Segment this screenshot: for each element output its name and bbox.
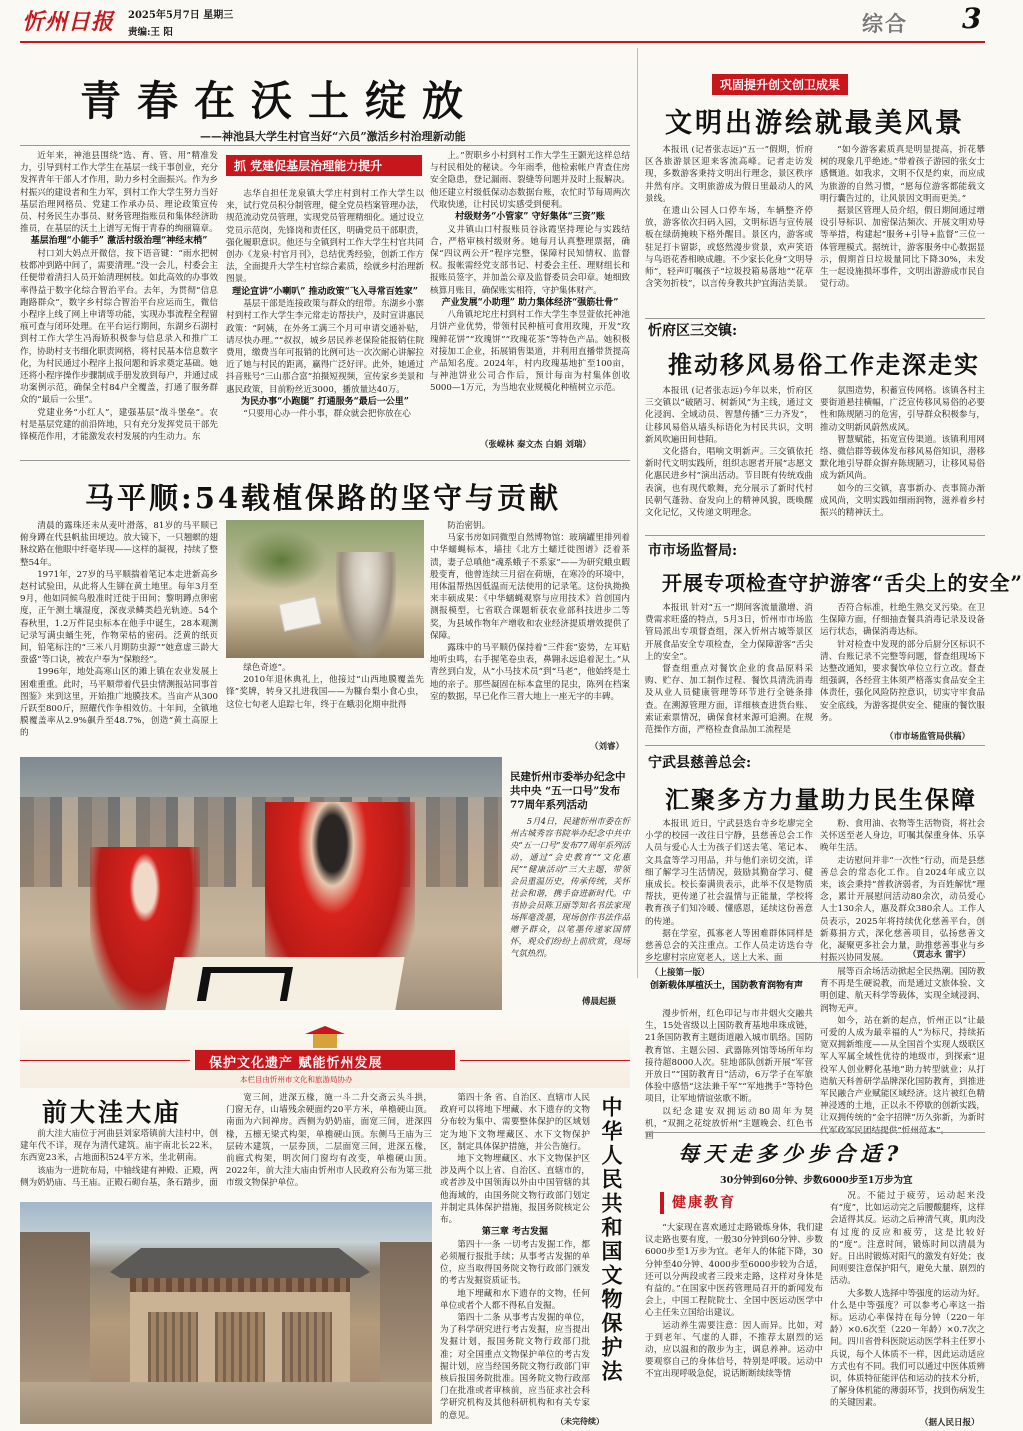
health-col1: “大家现在喜欢通过走路锻炼身体，我们建议走路也要有度，一般30分钟到60分钟、步数6000步至1万步为宜。老年人的体能下降，30分钟至40分钟、4000步至6000步较为合适，还可以分两段或者三段来走路，这样对身体是有益的。”在国家中医药管理局召开的新闻发布会上，中国工程院院士、全国中医运动医学中心主任朱立国给出建议。 运动养生需要注意：因人而异。比如，对于到老年、气虚的人群，不推荐太剧烈的运动，应以温和的散步为主，调息养神。运动中要观察自己的身体信号，特别是呼吸。运动中不宜出现呼吸急促，说话断断续续等情 (645, 1223, 823, 1380)
health-top-rule (645, 1132, 985, 1133)
civ-col1: 本报讯 (记者张志远)“五一”假期，忻府区各旅游景区迎来客流高峰。记者走访发现，多数游客秉持文明出行理念，景区秩序井然有序。文明旅游成为假日里最动人的风景线。 在遗山公园人口停车场，车辆整齐停放，游客依次扫码入园，文明标语与宣传展板在绿荫掩映下格外醒目。景区内，游客或驻足打卡留影，或悠然漫步赏景，欢声笑语与鸟语花香相映成趣。不少家长化身“文明导师”，轻声叮嘱孩子“垃圾投箱易落地”“花草含笑勿折枝”，以言传身教共护宜海洁美景。 (645, 145, 813, 290)
temple-col1: 前大洼大庙位于河曲县刘家塔镇前大洼村中，创建年代不详，现存为清代建筑。庙宇南北长22米，东西宽23米，占地面积524平方米，坐北朝南。 该庙为一进院布局，中轴线建有神殿、正殿，两侧为奶奶庙、马王庙。正殿石砌台基，条石踏步，面 (20, 1129, 218, 1188)
health-tag (660, 1192, 780, 1214)
pagoda-body (313, 1034, 337, 1048)
youth-col2: 志华自担任龙泉镇大学庄村到村工作大学生以来，试行党员积分制管理，健全党员档案管理办法，规范流动党员管理，实现党员管理精细化。通过设立党员示范岗，先锋岗和责任区，明确党员干部职责，强化履职意识。他还与全镇到村工作大学生村官共同创办《龙泉·村官月刊》，总结优秀经验，创新工作方法，全面提升大学生村官综合素质，绘就乡村治理新图景。 理论宣讲“小喇叭” 推动政策“飞入寻常百姓家” 基层干部是连接政策与群众的纽带。东湖乡小寨村到村工作大学生李元常走访帮扶户，及时宣讲惠民政策：“阿姨，在外务工满三个月可申请交通补贴，请尽快办理。”“叔叔，城乡居民养老保险能报销住院费用，缴费当年可报销的比例可达一次次耐心讲解拉近了她与村民的距离，赢得广泛好评。此外，她通过抖音账号“三山那合富”拍摄短视频，宣传家乡美景和惠民政策，目前粉丝近3000，播放量达40万。 为民办事“小跑腿” 打通服务“最后一公里” “只要用心办一件小事，群众就会把你放在心 (226, 189, 424, 420)
custom-col2: 氛围造势，积蓄宣传网格。该镇各村主要街道悬挂横幅，广泛宣传移风易俗的必要性和陈规陋习的危害，引导群众积极参与，推动文明新风蔚然成风。 智慧赋能，拓宽宣传渠道。该镇利用网络、微信群等载体发布移风易俗知识，潜移默化地引导群众摒弃陈规陋习，让移风易俗成为新风尚。 如今的三交镇，喜事新办、丧事简办渐成风尚，文明实践如细雨润物，滋养着乡村振兴的精神沃土。 (820, 386, 985, 519)
youth-tag (226, 155, 422, 176)
masthead-date: 2025年5月7日 星期三 (128, 10, 234, 21)
photo-ink-strokes (197, 967, 293, 1001)
ningwu-title: 汇聚多方力量助力民生保障 (665, 785, 977, 814)
temple-eaves (130, 1278, 350, 1292)
temple-photo (20, 1202, 432, 1424)
ma-photo-notebook (279, 596, 322, 631)
may4-byline: 傅晨起摄 (582, 997, 617, 1007)
law-col1: 第四十条 省、自治区、直辖市人民政府可以将地下埋藏、水下遗存的文物分布较为集中、需要整体保护的区域划定为地下文物埋藏区、水下文物保护区，制定具体保护措施，并公告施行。 地下文物埋藏区、水下文物保护区涉及两个以上省、自治区、直辖市的，或者涉及中国领海以外由中国管辖的其他海域的，由国务院文物行政部门划定并制定具体保护措施，报国务院核定公布。 第三章 考古发掘 第四十一条 一切考古发掘工作，都必须履行报批手续；从事考古发掘的单位，应当取得国务院文物行政部门颁发的考古发掘资质证书。 地下埋藏和水下遗存的文物，任何单位或者个人都不得私自发掘。 第四十二条 从事考古发掘的单位，为了科学研究进行考古发掘，应当提出发掘计划，报国务院文物行政部门批准；对全国重点文物保护单位的考古发掘计划，应当经国务院文物行政部门审核后报国务院批准。国务院文物行政部门在批准或者审核前，应当征求社会科学研究机构及其他科研机构和有关专家的意见。 (440, 1093, 590, 1421)
ningwu-divider (645, 962, 985, 963)
temple-ground (20, 1382, 432, 1424)
youth-title: 青春在沃土绽放 (80, 77, 479, 125)
continued-label: （上接第一版） (650, 968, 710, 978)
ma-top-rule (20, 460, 630, 461)
market-divider (645, 745, 985, 746)
ma-col1: 清晨的露珠还未从麦叶滑落，81岁的马平顺已俯身蹲在代县帆盐田埂边。放大镜下，一只翘螟的翅脉纹路在他眼中纤毫毕现——这样的凝视，持续了整整54年。 1971年，27岁的马平顺揣着笔记本走进新高乡赵村试验田，从此将人生铆在黄土地里。每年3月至9月，他如同候鸟般准时迁徙于田间；黎明蹲点卵密度，正午测土壤湿度，深夜录鳞类趋光轨迹。54个春秋里，1.2万件昆虫标本在他手中诞生，28本观测记录写满虫蛹生死，作物荣枯的密码。泛黄的纸页间，铅笔标注的“三米八月期防虫源”“她意虚三龄大蚕盛”等口诀，被农户奉为“保粮经”。 1996年，地处高寒山区的滩上镇在农业发展上困难重重。此时，马平顺带着代县虫情测报站同事首图鉴》来到这里，开始推广地膜技术。当亩产从300斤跃至800斤，照耀代作争相效仿。十年间，全镇地膜覆盖率从2.9%飙升至48.7%，创造“黄土高原上的 (20, 521, 218, 739)
ma-photo-tree (236, 530, 326, 590)
health-subtitle: 30分钟到60分钟、步数6000步至1万步为宜 (720, 1175, 913, 1186)
temple-door-center (215, 1312, 265, 1382)
continued-subhead: 创新载体厚植沃土，国防教育润物有声 (650, 981, 804, 991)
law-title (596, 1096, 630, 1396)
may4-title: 民建忻州市委举办纪念中共中央 “五一口号”发布77周年系列活动 (510, 771, 626, 811)
page-number: 3 (962, 2, 982, 35)
ningwu-tag: 宁武县慈善总会: (648, 755, 752, 771)
civ-divider (645, 318, 985, 319)
section-name: 综合 (862, 11, 908, 36)
market-col1: 本报讯 针对“五一”期间客流量激增、消费需求旺盛的特点，5月3日，忻州市市场监管局派出专项督查组，深入忻州古城等景区开展食品安全专项检查，全力保障游客“舌尖上的安全”。 督查组重点对餐饮企业的食品原料采购、贮存、加工制作过程、餐饮具清洗消毒及从业人员健康管理等环节进行全链条排查。在溯源管理方面，详细核查进货台账、索证索票情况，确保食材来源可追溯。在规范操作方面，严格检查食品加工流程是 (645, 603, 813, 736)
health-tag-label: 健康教育 (672, 1195, 736, 1211)
temple-door-right (282, 1312, 332, 1382)
banner-subtitle: 本栏目由忻州市文化和旅游局协办 (240, 1075, 353, 1084)
banner-bar (195, 1050, 455, 1070)
youth-subtitle: ——神池县大学生村官当好“六员”激活乡村治理新动能 (200, 130, 466, 143)
photo-paper-scroll (165, 957, 404, 1010)
masthead-logo (22, 5, 118, 35)
custom-title: 推动移风易俗工作走深走实 (668, 350, 980, 379)
temple-col2: 宽三间，进深五椽，施一斗二升交斋云头斗拱，门窗无存，山墙残余硬面约20平方米，单檐硬山顶。南面为六间禅房。西侧为奶奶庙，面宽三间，进深四椽，五檩无梁式构架，单檐硬山顶。东侧马王庙为三层砖木建筑，一层券顶，二层面宽三间，进深五椽，前廊式构架，明次间门窗均有改变，单檐硬山顶。2022年，前大洼大庙由忻州市人民政府公布为第三批市级文物保护单位。 (226, 1093, 432, 1189)
youth-divider (20, 145, 630, 146)
culture-banner (20, 1020, 630, 1088)
ma-col2: 绿色奇迹”。 2010年退休典礼上，他接过“山西地膜覆盖先锋”奖牌，转身又扎进我国——为糠台梨小食心虫，这位七旬老人追踪七年，终于在蛾羽化期申批得 (226, 663, 424, 710)
market-tag: 市市场监督局: (648, 543, 738, 559)
custom-col1: 本报讯 (记者张志远)今年以来，忻府区三交镇以“破陋习、树新风”为主线，通过文化浸润、全域动员、智慧传播“三力齐发”，让移风易俗从墙头标语化为村民共识，文明新风吹遍田间巷陌。 文化搭台，唱响文明新声。三交镇依托新时代文明实践所，组织志愿者开展“志愿文化惠民进乡村”演出活动。节目既有传统戏曲表演，也有现代歌舞，充分展示了新时代村民朝气蓬勃、奋发向上的精神风貌，既唤醒文化记忆，又传递文明理念。 (645, 386, 813, 519)
ma-col3: 防治密钥。 马家书房如同微型自然博物馆：玻璃罐里排列着中华蠕蝇标本，墙挂《北方土蠕迁徙图谱》泛着茶渍，妻子总嗔他“魂系蛾子不系家”——为研究蛾虫暇般变育，他曾连续三月宿在荷塘，在寒冷的环境中，用体温帮热因低温而无法使用的记录笔。这份执拗换来丰硕成果：《中华蠕蝇观察与应用技术》首创国内测报模型，七省联合课题斩获农业部科技进步二等奖，为县域作物年产增收和农业经济提质增效提供了保障。 露珠中的马平顺仍保持着“三件套”姿势，左耳贴地听虫鸣，右手握笔卷虫表，鼻翱永远追着泥土。”从青丝到白发，从“小马技术员”到“马老”，他始终是土地的亲子。那些凝固在标本盒里的昆虫，陈列在档案室的数据，早已化作三晋大地上一座无字的丰碑。 (430, 521, 630, 702)
health-byline: （据人民日报） (920, 1418, 980, 1428)
ningwu-col2: 粉、食用油、衣物等生活物资，将社会关怀送至老人身边，叮嘱其保重身体、乐享晚年生活。 走访慰问并非“一次性”行动，而是县慈善总会的常态化工作。自2024年成立以来，该会秉持“普救济弱者，为百姓解忧”理念，累计开展慰问活动80余次，动员爱心人士130余人，惠及群众380余人。工作人员表示，2025年将持续优化慈善平台，创新募捐方式，深化慈善项目，弘扬慈善文化，凝聚更多社会力量，助推慈善事业与乡村振兴协同发展。 (820, 819, 985, 964)
market-col2: 否符合标准，杜绝生熟交叉污染。在卫生保障方面，仔细抽查餐具消毒记录及设备运行状态，确保消毒达标。 针对检查中发现的部分后厨分区标识不清、台账记录不完整等问题，督查组现场下达整改通知，要求餐饮单位立行立改。督查组强调，各经营主体须严格落实食品安全主体责任，强化风险防控意识，切实守牢食品安全底线，为游客提供安全、健康的餐饮服务。 (820, 603, 985, 723)
health-col2: 况。不能过于疲劳，运动起来没有“度”，比如运动完之后腰酸腿疼，这样会适得其反。运动之后神清气爽，肌肉没有过度的反应和疲劳，这是比较好的“度”。注意时间，锻炼时间以清晨为好。日出时锻炼对阳气的激发有好处；夜间则要注意保护阳气，避免大量、剧烈的活动。 大多数人选择中等强度的运动为好。什么是中等强度？可以参考心率这一指标。运动心率保持在每分钟（220－年龄）×0.6次至（220－年龄）×0.7次之间。四川省骨科医院运动医学科主任罗小兵说，每个人体质不一样，因此运动适应方式也有不同。我们可以通过中医体质辨识，体质特征能评估和运动的技术分析，了解身体机能的薄弱环节，找到伤病发生的关键因素。 (830, 1191, 985, 1409)
ningwu-col1: 本报讯 近日，宁武县迭台寺乡圪廖完全小学的校园一改往日宁静，县慈善总会工作人员与爱心人士为孩子们送去笔、笔记本、文具盒等学习用品，并与他们亲切交流，详细了解学习生活情况，鼓励其勤奋学习、健康成长。校长秦满贵表示，此举不仅是物质帮扶，更传递了社会温情与正能量，学校将教育孩子们知冷暖、懂感恩，延续这份善意的传递。 据在学室，孤寡老人等困难群体同样是慈善总会的关注重点。工作人员走访迭台寺乡圪廖村宗应宽老人，送上大米、面 (645, 819, 813, 964)
temple-side-building (20, 1232, 90, 1382)
health-title: 每天走多少步合适? (678, 1141, 904, 1166)
youth-byline: （张嵘林 秦文杰 白娟 刘瑞） (480, 440, 591, 450)
temple-title: 前大洼大庙 (42, 1098, 183, 1127)
ma-title: 马平顺:54载植保路的坚守与贡献 (85, 481, 562, 515)
custom-tag: 忻府区三交镇: (648, 323, 738, 339)
calligraphy-photo (20, 757, 502, 1010)
market-title: 开展专项检查守护游客“舌尖上的安全” (662, 571, 1023, 595)
ma-photo-person (336, 552, 396, 658)
ma-byline: （刘睿） (590, 742, 625, 752)
masthead-editor: 责编:王 阳 (128, 27, 173, 38)
custom-divider (645, 535, 985, 536)
banner-title: 保护文化遗产 赋能忻州发展 (209, 1056, 383, 1071)
civ-title: 文明出游绘就最美风景 (665, 108, 965, 139)
pagoda-roof (305, 1026, 345, 1034)
temple-roof (110, 1248, 370, 1278)
law-title-text: 中华人民共和国文物保护法 (599, 1096, 624, 1384)
temple-side-building-right (380, 1242, 432, 1382)
right-column-rule (637, 48, 638, 978)
youth-col1: 近年来，神池县围绕“选、育、管、用”精准发力，引导到村工作大学生在基层一线干事创业，充分发挥青年干部人才作用，助力乡村全面振兴。作为乡村振兴的建设者和生力军，到村工作大学生努力当好基层治理网格员、党建工作承办员、理论政策宣传员、村务民生办事员、财务管理指账员和集体经济助推员，在基层的沃土上谱写无悔于青春的绚丽篇章。 基层治理“小能手” 激活村级治理“神经末梢” 村口刘大妈点开微信，按下语音键：“雨水把树枝都冲到路中间了，需要清理。”没一会儿，村委会主任便带着清扫人员开始清理树枝。如此高效的办事效率得益于数字化综合智治平台。去年，为贯彻“信息跑路群众”，数字乡村综合智治平台应运而生，微信小程序上线了网上申请等功能，实现办事流程全程留痕可查与闭环处理。在平台运行期间，东湖乡石湖村到村工作大学生冯海娇积极参与信息录入和推广工作，协助村支书细化职责网格，将村民基本信息数字化，为村民通过小程序上报问题和诉求奠定基础。她还将小程序操作步骤制成手册发放到每户，并通过成功案例示范，确保全村84户全覆盖，打通了服务群众的“最后一公里”。 党建业务“小红人”，建强基层“战斗堡垒”。农村是基层党建的前沿阵地，只有充分发挥党员干部先锋模范作用，才能激发农村发展的内生动力。东 (20, 151, 218, 442)
ningwu-byline: （贾志永 雷宇） (908, 950, 971, 960)
civ-tag-label: 巩固提升创文创卫成果 (720, 78, 841, 92)
continued-col2: 展等百余场活动掀起全民热潮。国防教育不再是生硬说教，而是通过文旅体验、文明创建、航天科学等载体，实现全域浸润、润物无声。 如今，站在新的起点，忻州正以“让最可爱的人成为最幸福的人”为标尺，持续拓宽双拥新维度——从全国首个实现人级联区军人军属全域性优待的地级市，到探索“退役军人创业孵化基地”助力转型就业；从打造航天科普研学品牌深化国防教育，到推进军民融合产业赋能区域经济。这片被红色精神浸透的土地，正以永不停歇的创新实践，让双拥传统的“金字招牌”历久弥新，为新时代军政军民团结提供“忻州范本”。 (820, 967, 985, 1136)
paper-name: 忻州日报 (22, 9, 115, 35)
continued-col1: 漫步忻州，红色印记与市井烟火交融共生，15处省级以上国防教育基地串珠成链，21条国防教育主题街道融入城市肌络。国防教育馆、主题公园、武器陈列馆等场所年均接待超8000人次。驻地部队创新开展“军营开放日”“国防教育日”活动，6万学子在军旅体验中感悟“这法兼千军”“军地携手”等特色项目，让军地情谊弦歌不断。 以纪念建安双拥运动80周年为契机，“双拥之花绽放忻州”主题晚会、红色书画 (645, 1009, 813, 1142)
civ-tag (712, 74, 848, 95)
civ-col2: “如今游客素质真是明显提高，折花攀树的现象几乎绝迹。”带着孩子游园的张女士感慨道。如我求，文明不仅是约束，而应成为旅游的自然习惯，“愿每位游客都能载文明行囊告过的，让风景因文明而更美。” 据景区管理人员介绍，假日期间通过增设引导标识、加密保洁频次、开展文明劝导等举措，构建起“服务+引导+监督”三位一体管理模式。据统计，游客服务中心数据显示，假期首日垃圾量同比下降30%，未发生一起设施损坏事件，文明出游游成市民自觉行动。 (820, 145, 985, 290)
youth-col3: 上。”贺职乡小村到村工作大学生王颢光这样总结与村民相处的秘诀。今年雨季，他检索帐户青查住房安全隐患，登记漏雨、裂缝等问题并及时上报解决。他还建立村级低保动态数据台账，农忙时节每周两次代取快递，让村民切实感受到便利。 村级财务“小管家” 守好集体“三资”账 义井镇山口村报账员谷泳霞坚持理论与实践结合，严格审核村级财务。她每月认真整理票据，确保“四议两公开”程序完整，保障村民知情权、监督权。报帐需经党支部书记、村委会主任、理财组长和报账员签字，并加盖公章及监督委员会印章。她细致核算月账目，确保账实相符，守护集体财产。 产业发展“小助理” 助力集体经济“强筋壮骨” 八角镇坨坨庄村到村工作大学生李昱萱依托神池月饼产业优势，带领村民种植可食用玫瑰，开发“玫瑰鲜花饼”“玫瑰饼”“玫瑰花茶”等特色产品。她积极对接加工企业，拓展销售渠道，并利用直播带货提高产品知名度。2024年，村内玫瑰基地扩至100亩，与神池饼业公司合作后，预计每亩为村集体创收5000—1万元，为当地农业规模化种植树立示范。 (430, 151, 630, 394)
masthead-rule (20, 41, 985, 43)
may4-body: 5月4日，民建忻州市委在忻州古城秀容书院举办纪念中共中央“五一口号”发布77周年系列活动，通过“会史教育”“文化惠民”“健康活动”三大主题，带领会员重温历史，传承传统，关怀社会和谐，携手奋进新时代。中书协会员陈卫丽等知名书法家现场挥毫泼墨，现场创作书法作品赠予群众，以笔墨传递家国情怀，观众们纷纷上前欣赏，现场气氛热烈。 (510, 816, 630, 958)
temple-door-left (148, 1312, 198, 1382)
ma-photo (226, 520, 424, 658)
temple-wall (130, 1292, 350, 1382)
banner-rule-right (460, 1060, 630, 1061)
banner-rule-left (20, 1060, 190, 1061)
law-continued: （未完待续） (556, 1416, 604, 1426)
banner-pagoda-icon (303, 1020, 347, 1050)
youth-tag-label: 抓 党建促基层治理能力提升 (234, 159, 383, 173)
market-byline: （市市场监管局供稿） (885, 732, 971, 742)
